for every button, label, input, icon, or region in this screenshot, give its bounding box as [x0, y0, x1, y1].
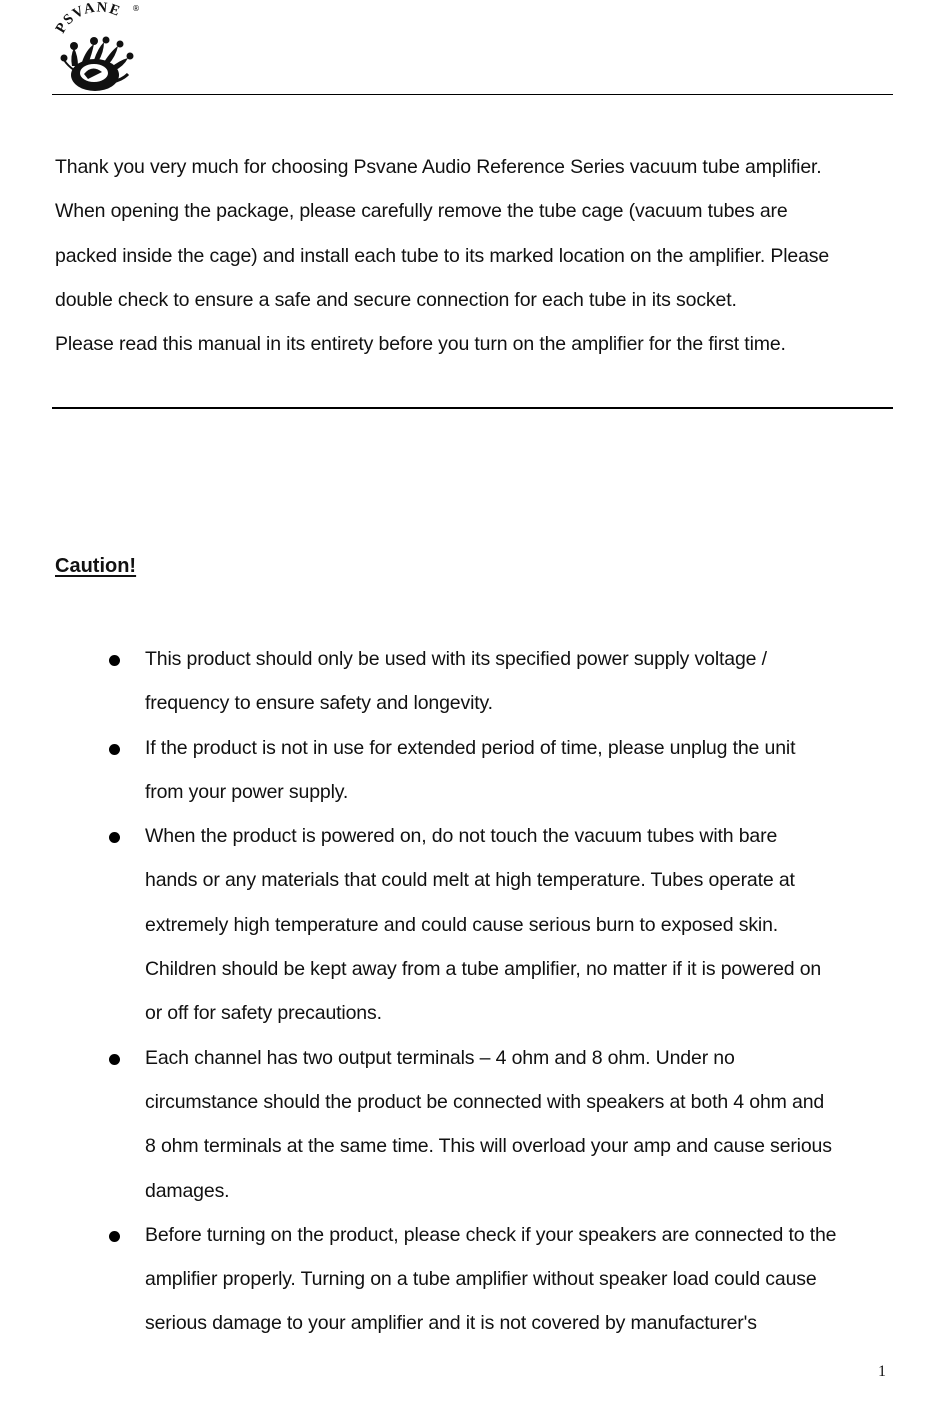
caution-line: Each channel has two output terminals – 4 ohm and 8 ohm. Under no [145, 1046, 735, 1069]
svg-text:PSVANE [53, 2, 124, 36]
caution-line: 8 ohm terminals at the same time. This will overload your amp and cause serious [145, 1135, 832, 1158]
caution-heading: Caution! [55, 555, 137, 577]
caution-line: Children should be kept away from a tube amplifier, no matter if it is powered on [145, 958, 822, 981]
intro-paragraph [55, 145, 905, 366]
caution-line: from your power supply. [145, 780, 349, 803]
bullet-icon [109, 1054, 120, 1065]
intro-line: packed inside the cage) and install each tube to its marked location on the amplifier. Please [55, 244, 830, 267]
registered-mark: ® [132, 4, 140, 13]
caution-line: circumstance should the product be connected with speakers at both 4 ohm and [145, 1090, 825, 1113]
caution-list [0, 637, 950, 1346]
caution-line: frequency to ensure safety and longevity. [145, 692, 493, 715]
section-divider [52, 407, 893, 409]
caution-line: hands or any materials that could melt at high temperature. Tubes operate at [145, 869, 795, 892]
caution-line: When the product is powered on, do not touch the vacuum tubes with bare [145, 825, 778, 848]
logo-wordmark: PSVANE [52, 2, 124, 37]
caution-item-voltage [0, 637, 950, 726]
caution-line: extremely high temperature and could cause serious burn to exposed skin. [145, 913, 779, 936]
caution-line: damages. [145, 1179, 230, 1202]
caution-item-output-terminals [0, 1036, 950, 1213]
caution-line: If the product is not in use for extended period of time, please unplug the unit [145, 736, 796, 759]
bullet-icon [109, 832, 120, 843]
bullet-icon [109, 744, 120, 755]
caution-line: or off for safety precautions. [145, 1002, 382, 1025]
caution-item-speaker-load [0, 1213, 950, 1346]
caution-item-unplug [0, 726, 950, 815]
header-divider [52, 94, 893, 95]
caution-item-hot-tubes [0, 814, 950, 1035]
caution-line: serious damage to your amplifier and it is not covered by manufacturer's [145, 1312, 757, 1335]
intro-line: When opening the package, please carefully remove the tube cage (vacuum tubes are [55, 200, 788, 223]
peacock-icon [61, 37, 134, 92]
bullet-icon [109, 655, 120, 666]
bullet-icon [109, 1231, 120, 1242]
intro-line: double check to ensure a safe and secure connection for each tube in its socket. [55, 288, 737, 311]
intro-line: Please read this manual in its entirety before you turn on the amplifier for the first time. [55, 333, 786, 356]
intro-line: Thank you very much for choosing Psvane Audio Reference Series vacuum tube amplifier. [55, 156, 822, 178]
psvane-logo [52, 2, 144, 94]
page-number: 1 [878, 1363, 886, 1380]
caution-line: This product should only be used with its specified power supply voltage / [145, 648, 767, 670]
caution-line: Before turning on the product, please check if your speakers are connected to the [145, 1223, 837, 1246]
caution-line: amplifier properly. Turning on a tube amplifier without speaker load could cause [145, 1268, 817, 1291]
